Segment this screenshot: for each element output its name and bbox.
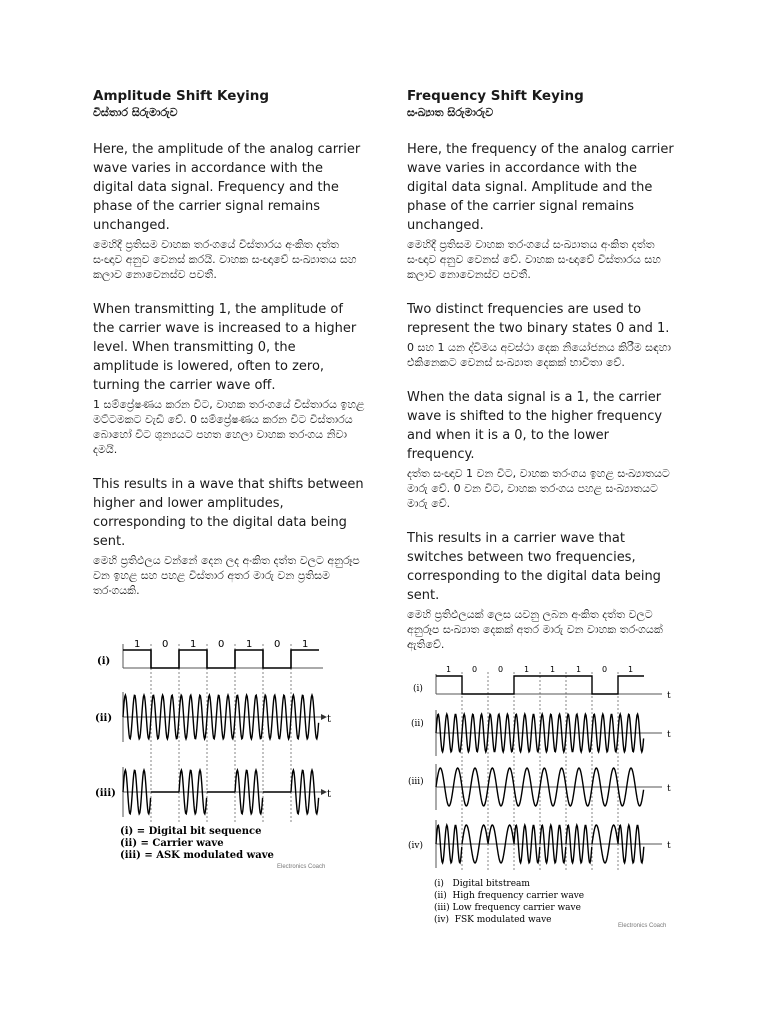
fsk-bit-label: 1 [446, 665, 452, 674]
fsk-bit-label: 0 [472, 665, 478, 674]
ask-bit-boundaries [151, 644, 291, 822]
ask-bit-label: 0 [218, 639, 225, 650]
fsk-p2-text: Two distinct frequencies are used to represent the two binary states 0 and 1. [407, 302, 670, 336]
ask-bit-labels [134, 639, 308, 650]
ask-output-t-label: t [327, 789, 332, 800]
ask-digital-signal [123, 650, 319, 668]
ask-diagram [93, 632, 343, 877]
fsk-bit-label: 1 [628, 665, 634, 674]
fsk-output-t-label: t [667, 841, 671, 851]
fsk-digital-t-label: t [667, 691, 671, 701]
ask-modulated-wave [123, 770, 319, 814]
fsk-caption-2: (ii) High frequency carrier wave [434, 891, 585, 901]
ask-p2-sinhala: 1 සම්ප්‍රේෂණය කරන විට, වාහක තරංගයේ විස්තාරය ඉහළ මට්ටමකට වැඩි වේ. 0 සම්ප්‍රේෂණය කරන විට විස්තාරය බොහෝ විට ශුන්‍යයට පහත හෙලා වාහක තරංගය නිවා දමයි. [93, 398, 365, 456]
fsk-diagram [406, 658, 676, 928]
fsk-paragraph-4 [407, 529, 679, 652]
ask-paragraph-3 [93, 475, 365, 598]
fsk-column [407, 88, 679, 670]
fsk-title: Frequency Shift Keying [407, 88, 584, 104]
fsk-p3-text: When the data signal is a 1, the carrier wave is shifted to the higher frequency and when it is a 0, to the lower frequency. [407, 390, 663, 462]
fsk-bit-label: 1 [550, 665, 556, 674]
ask-p3-text: This results in a wave that shifts between higher and lower amplitudes, corresponding to the digital data being sent. [93, 477, 364, 549]
fsk-p1-text: Here, the frequency of the analog carrier wave varies in accordance with the digital data signal. Amplitude and the phase of the carrier signal remains unchanged. [407, 142, 674, 233]
fsk-p2-sinhala: 0 සහ 1 යන ද්විමය අවස්ථා දෙක නියෝජනය කිරීම සඳහා එකිනෙකට වෙනස් සංඛ්‍යාත දෙකක් භාවිතා වේ. [407, 341, 671, 369]
fsk-figure [406, 658, 676, 928]
ask-row-label-iii: (iii) [95, 788, 116, 799]
ask-title: Amplitude Shift Keying [93, 88, 270, 104]
fsk-credit: Electronics Coach [618, 923, 667, 929]
ask-column [93, 88, 365, 616]
fsk-row-label-ii: (ii) [411, 719, 424, 729]
fsk-bit-label: 1 [576, 665, 582, 674]
fsk-caption-1: (i) Digital bitstream [434, 879, 530, 889]
ask-credit: Electronics Coach [277, 864, 326, 870]
ask-bit-label: 0 [162, 639, 169, 650]
fsk-bit-label: 0 [498, 665, 504, 674]
ask-bit-label: 0 [274, 639, 281, 650]
ask-carrier-t-label: t [327, 714, 332, 725]
fsk-row-label-i: (i) [413, 684, 423, 694]
fsk-paragraph-2 [407, 300, 679, 370]
ask-caption-1: (i) = Digital bit sequence [120, 826, 262, 837]
fsk-high-t-label: t [667, 730, 671, 740]
ask-p1-text: Here, the amplitude of the analog carrier wave varies in accordance with the digital data signal. Frequency and the phase of the carrier signal remains unchanged. [93, 142, 361, 233]
fsk-p4-sinhala: මෙහි ප්‍රතිඵලයක් ලෙස යවනු ලබන අංකිත දත්ත වලට අනුරූප සංඛ්‍යාත දෙකක් අතර මාරු වන වාහක තරංගයක් ඇතිවේ. [407, 608, 663, 651]
ask-bit-label: 1 [134, 639, 141, 650]
fsk-paragraph-1 [407, 140, 679, 282]
ask-paragraph-1 [93, 140, 365, 282]
fsk-bit-label: 0 [602, 665, 608, 674]
ask-row-label-ii: (ii) [95, 713, 113, 724]
ask-subtitle: විස්තාර සිරුමාරුව [93, 106, 178, 119]
fsk-caption-4: (iv) FSK modulated wave [434, 915, 552, 925]
fsk-p3-sinhala: දත්ත සංඥාව 1 වන විට, වාහක තරංගය ඉහළ සංඛ්‍යාතයට මාරු වේ. 0 වන විට, වාහක තරංගය පහළ සංඛ්‍යාතයට මාරු වේ. [407, 467, 670, 510]
ask-p1-sinhala: මෙහිදී ප්‍රතිසම වාහක තරංගයේ විස්තාරය අංකිත දත්ත සංඥාව අනුව වෙනස් කරයි. වාහක සංඥාවේ සංඛ්‍යාතය සහ කලාව නොවෙනස්ව පවතී. [93, 238, 357, 281]
ask-bit-label: 1 [246, 639, 253, 650]
fsk-bit-labels [446, 665, 633, 674]
fsk-bit-label: 1 [524, 665, 530, 674]
fsk-row-label-iv: (iv) [408, 841, 423, 851]
ask-bit-label: 1 [302, 639, 309, 650]
ask-bit-label: 1 [190, 639, 197, 650]
fsk-low-t-label: t [667, 784, 671, 794]
ask-p3-sinhala: මෙහි ප්‍රතිඵලය වන්නේ දෙන ලද අංකිත දත්ත වලට අනුරූප වන ඉහළ සහ පහළ විස්තාර අතර මාරු වන ප්‍රතිසම තරංගයකි. [93, 554, 360, 597]
fsk-row-label-iii: (iii) [408, 777, 424, 787]
fsk-p4-text: This results in a carrier wave that switches between two frequencies, corresponding to the digital data being sent. [407, 531, 661, 603]
fsk-subtitle: සංඛ්‍යාත සිරුමාරුව [407, 106, 494, 119]
ask-caption-3: (iii) = ASK modulated wave [120, 850, 274, 861]
fsk-p1-sinhala: මෙහිදී ප්‍රතිසම වාහක තරංගයේ සංඛ්‍යාතය අංකිත දත්ත සංඥාව අනුව වෙනස් වේ. වාහක සංඥාවේ විස්තාරය සහ කලාව නොවෙනස්ව පවතී. [407, 238, 661, 281]
fsk-paragraph-3 [407, 388, 679, 511]
ask-caption-2: (ii) = Carrier wave [120, 838, 224, 849]
fsk-caption-3: (iii) Low frequency carrier wave [434, 903, 581, 913]
ask-row-label-i: (i) [97, 656, 111, 667]
ask-paragraph-2 [93, 300, 365, 457]
ask-figure [93, 632, 343, 877]
ask-p2-text: When transmitting 1, the amplitude of the carrier wave is increased to a higher level. When transmitting 0, the amplitude is lowered, often to zero, turning the carrier wave off. [93, 302, 357, 393]
